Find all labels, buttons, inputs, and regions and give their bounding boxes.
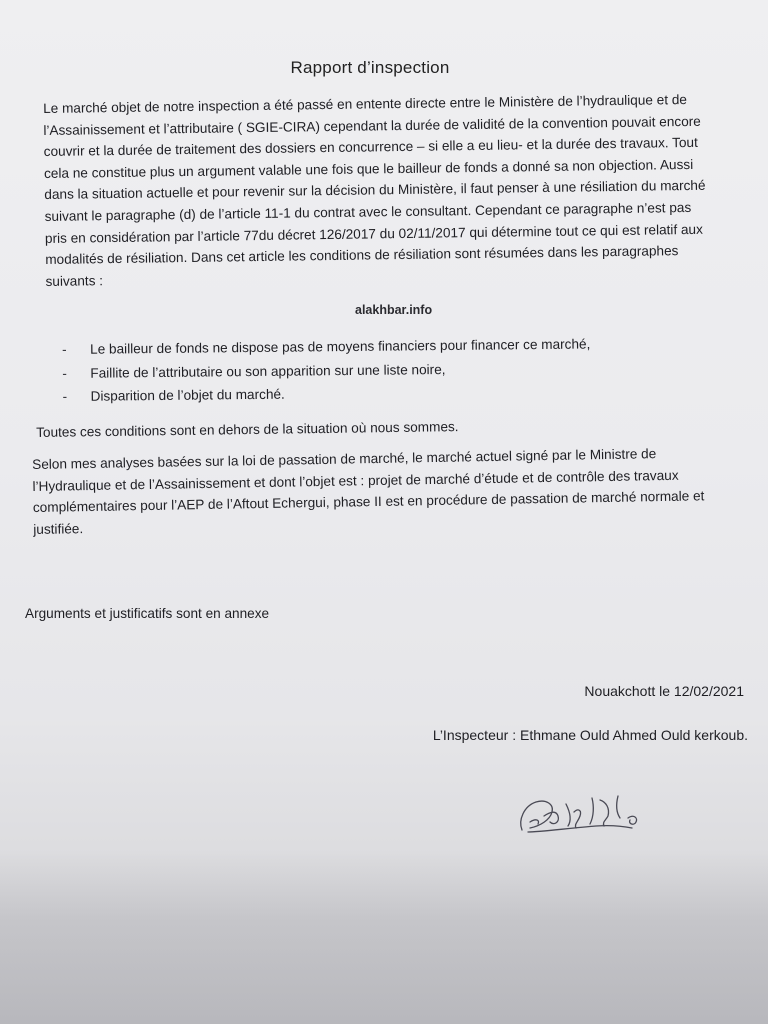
paragraph-2: Toutes ces conditions sont en dehors de la situation où nous sommes. [36, 419, 459, 440]
inspector-line: L’Inspecteur : Ethmane Ould Ahmed Ould kerkoub. [432, 727, 748, 743]
paragraph-1: Le marché objet de notre inspection a été passé en entente directe entre le Ministère de l’hydraulique et de l’Assainissement et l’attributaire ( SGIE-CIRA) cependant la durée de validité de la convention pouvait encore couvrir et la durée de traitement des dossiers en concurrence – si elle a eu lieu- et la durée des travaux. Tout cela ne constitue plus un argument valable une fois que le bailleur de fonds a donné sa non objection. Aussi dans la situation actuelle et pour revenir sur la décision du Ministère, il faut penser à une résiliation du marché suivant le paragraphe (d) de l’article 11-1 du contrat avec le consultant. Cependant ce paragraphe n’est pas pris en considération par l’article 77du décret 126/2017 du 02/11/2017 qui détermine tout ce qui est relatif aux modalités de résiliation. Dans cet article les conditions de résiliation sont résumées dans les paragraphes suivants : [43, 92, 706, 289]
paragraph-annex: Arguments et justificatifs sont en annexe [25, 606, 270, 621]
list-item-text: Disparition de l’objet du marché. [90, 386, 285, 404]
list-item-text: Faillite de l’attributaire ou son apparition sur une liste noire, [90, 361, 446, 381]
list-bullet: - [62, 388, 68, 404]
list-bullet: - [62, 341, 67, 357]
conditions-list [62, 331, 703, 408]
list-bullet: - [62, 365, 67, 381]
document-title: Rapport d’inspection [290, 58, 450, 77]
photo-shadow [0, 850, 768, 1024]
watermark-text: alakhbar.info [355, 303, 433, 317]
signature-icon [510, 782, 650, 852]
paragraph-3: Selon mes analyses basées sur la loi de passation de marché, le marché actuel signé par le Ministre de l’Hydraulique et de l’Assainissement et dont l’objet est : projet de marché d’étude et de contrôle des travaux complémentaires pour l’AEP de l’Aftout Echergui, phase II est en procédure de passation de marché normale et justifiée. [32, 446, 705, 537]
date-line: Nouakchott le 12/02/2021 [584, 683, 744, 699]
list-item-text: Le bailleur de fonds ne dispose pas de moyens financiers pour financer ce marché, [90, 336, 591, 357]
